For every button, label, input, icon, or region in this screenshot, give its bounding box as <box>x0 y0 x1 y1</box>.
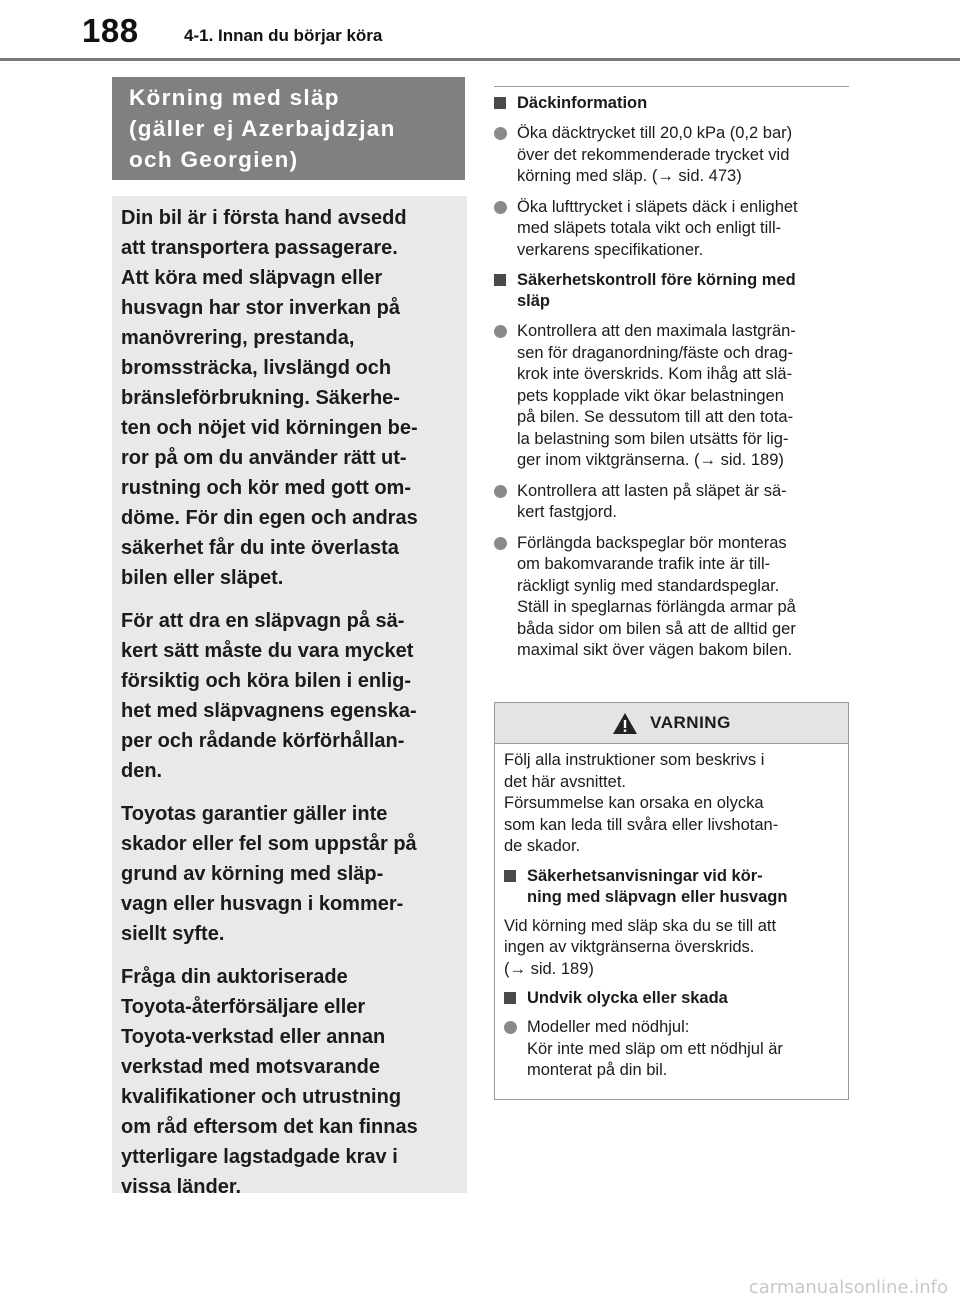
text-line: krok inte överskrids. Kom ihåg att slä- <box>517 365 793 383</box>
section-heading <box>494 270 849 312</box>
column-top-rule <box>494 86 849 87</box>
warning-box <box>494 702 849 1100</box>
intro-paragraph <box>121 606 453 786</box>
intro-paragraph <box>121 962 453 1202</box>
text-line: Ställ in speglarnas förlängda armar på <box>517 598 796 616</box>
text-line: försiktig och köra bilen i enlig- <box>121 670 412 692</box>
text-line: bilen eller släpet. <box>121 567 284 589</box>
text-line: Förlängda backspeglar bör monteras <box>517 533 787 552</box>
circle-bullet-icon <box>494 325 507 338</box>
text-line: ingen av viktgränserna överskrids. <box>504 938 755 956</box>
warning-body <box>495 744 848 1082</box>
intro-box <box>112 196 467 1198</box>
warning-triangle-icon <box>612 712 638 735</box>
text-line: ning med släpvagn eller husvagn <box>527 887 788 906</box>
text-line: de skador. <box>504 837 581 855</box>
text-line: bromssträcka, livslängd och <box>121 357 392 379</box>
footer-watermark: carmanualsonline.info <box>748 1277 948 1298</box>
square-bullet-icon <box>504 992 516 1004</box>
text-line: maximal sikt över vägen bakom bilen. <box>517 641 793 659</box>
section-heading <box>494 93 849 114</box>
page-number: 188 <box>82 12 139 49</box>
text-line: Säkerhetskontroll före körning med <box>517 271 796 289</box>
bullet-item <box>494 123 849 188</box>
text-line: Öka däcktrycket till 20,0 kPa (0,2 bar) <box>517 124 793 142</box>
section-title-line: Körning med släp <box>129 85 340 110</box>
text-line: monterat på din bil. <box>527 1061 668 1079</box>
text-line: Däckinformation <box>517 94 648 112</box>
text-line: la belastning som bilen utsätts för lig- <box>517 429 789 448</box>
warning-paragraph <box>504 750 838 858</box>
text-line: Toyota-återförsäljare eller <box>121 996 366 1018</box>
warning-title: VARNING <box>650 713 731 732</box>
text-line: manövrering, prestanda, <box>121 327 355 349</box>
text-line: Undvik olycka eller skada <box>527 989 728 1007</box>
square-bullet-icon <box>494 274 506 286</box>
text-line: Vid körning med släp ska du se till att <box>504 916 777 935</box>
text-line: ror på om du använder rätt ut- <box>121 447 407 469</box>
right-column-content <box>494 93 849 662</box>
section-heading <box>504 988 838 1009</box>
text-line: kvalifikationer och utrustning <box>121 1086 402 1108</box>
text-line: skador eller fel som uppstår på <box>121 833 417 855</box>
bullet-item <box>504 1017 838 1082</box>
circle-bullet-icon <box>494 537 507 550</box>
section-title-box <box>112 77 465 180</box>
text-line: att transportera passagerare. <box>121 237 398 259</box>
text-line: ytterligare lagstadgade krav i <box>121 1146 398 1168</box>
text-line: körning med släp. (→ sid. 473) <box>517 167 742 185</box>
text-line: om råd eftersom det kan finnas <box>121 1116 418 1138</box>
text-line: räckligt synlig med standardspeglar. <box>517 576 780 595</box>
text-line: Kör inte med släp om ett nödhjul är <box>527 1039 783 1058</box>
text-line: verkarens specifikationer. <box>517 240 704 259</box>
text-line: kert fastgjord. <box>517 503 617 521</box>
text-line: på bilen. Se dessutom till att den tota- <box>517 408 794 426</box>
section-title-line: och Georgien) <box>129 147 299 172</box>
text-line: siellt syfte. <box>121 923 225 945</box>
text-line: Modeller med nödhjul: <box>527 1018 690 1036</box>
text-line: ten och nöjet vid körningen be- <box>121 417 418 439</box>
text-line: verkstad med motsvarande <box>121 1056 381 1078</box>
text-line: kert sätt måste du vara mycket <box>121 640 414 662</box>
intro-paragraph <box>121 203 453 593</box>
text-line: het med släpvagnens egenska- <box>121 700 417 722</box>
square-bullet-icon <box>494 97 506 109</box>
text-line: som kan leda till svåra eller livshotan- <box>504 815 779 834</box>
square-bullet-icon <box>504 870 516 882</box>
warning-paragraph <box>504 916 838 981</box>
text-line: Försummelse kan orsaka en olycka <box>504 794 764 812</box>
text-line: per och rådande körförhållan- <box>121 730 405 752</box>
text-line: rustning och kör med gott om- <box>121 477 411 499</box>
text-line: det här avsnittet. <box>504 772 626 791</box>
text-line: säkerhet får du inte överlasta <box>121 537 399 559</box>
text-line: pets kopplade vikt ökar belastningen <box>517 386 784 405</box>
text-line: Toyota-verkstad eller annan <box>121 1026 386 1048</box>
circle-bullet-icon <box>494 485 507 498</box>
text-line: För att dra en släpvagn på sä- <box>121 610 405 632</box>
bullet-item <box>494 481 849 524</box>
text-line: Din bil är i första hand avsedd <box>121 207 407 229</box>
text-line: Följ alla instruktioner som beskrivs i <box>504 751 765 769</box>
text-line: Öka lufttrycket i släpets däck i enlighet <box>517 197 798 216</box>
section-title <box>129 82 449 175</box>
bullet-item <box>494 533 849 662</box>
text-line: sen för draganordning/fäste och drag- <box>517 343 794 362</box>
text-line: vissa länder. <box>121 1176 242 1198</box>
text-line: husvagn har stor inverkan på <box>121 297 400 319</box>
right-column <box>494 86 849 671</box>
text-line: den. <box>121 760 163 782</box>
text-line: Fråga din auktoriserade <box>121 966 348 988</box>
text-line: vagn eller husvagn i kommer- <box>121 893 404 915</box>
circle-bullet-icon <box>494 127 507 140</box>
text-line: Att köra med släpvagn eller <box>121 267 383 289</box>
text-line: Säkerhetsanvisningar vid kör- <box>527 866 763 885</box>
text-line: om bakomvarande trafik inte är till- <box>517 555 771 573</box>
bullet-item <box>494 197 849 262</box>
text-line: (→ sid. 189) <box>504 959 594 978</box>
text-line: ger inom viktgränserna. (→ sid. 189) <box>517 451 784 469</box>
text-line: döme. För din egen och andras <box>121 507 418 529</box>
circle-bullet-icon <box>494 201 507 214</box>
text-line: släp <box>517 292 551 310</box>
intro-paragraph <box>121 799 453 949</box>
text-line: Toyotas garantier gäller inte <box>121 803 388 825</box>
running-header: 4-1. Innan du börjar köra <box>184 26 383 45</box>
circle-bullet-icon <box>504 1021 517 1034</box>
text-line: med släpets totala vikt och enligt till- <box>517 219 782 237</box>
text-line: över det rekommenderade trycket vid <box>517 145 790 164</box>
text-line: Kontrollera att den maximala lastgrän- <box>517 322 796 340</box>
text-line: bränsleförbrukning. Säkerhe- <box>121 387 400 409</box>
section-title-line: (gäller ej Azerbajdzjan <box>129 116 396 141</box>
warning-header <box>495 703 848 744</box>
section-heading <box>504 866 838 908</box>
text-line: grund av körning med släp- <box>121 863 384 885</box>
bullet-item <box>494 321 849 472</box>
header-rule <box>0 58 960 61</box>
text-line: Kontrollera att lasten på släpet är sä- <box>517 481 787 500</box>
text-line: båda sidor om bilen så att de alltid ger <box>517 619 796 638</box>
